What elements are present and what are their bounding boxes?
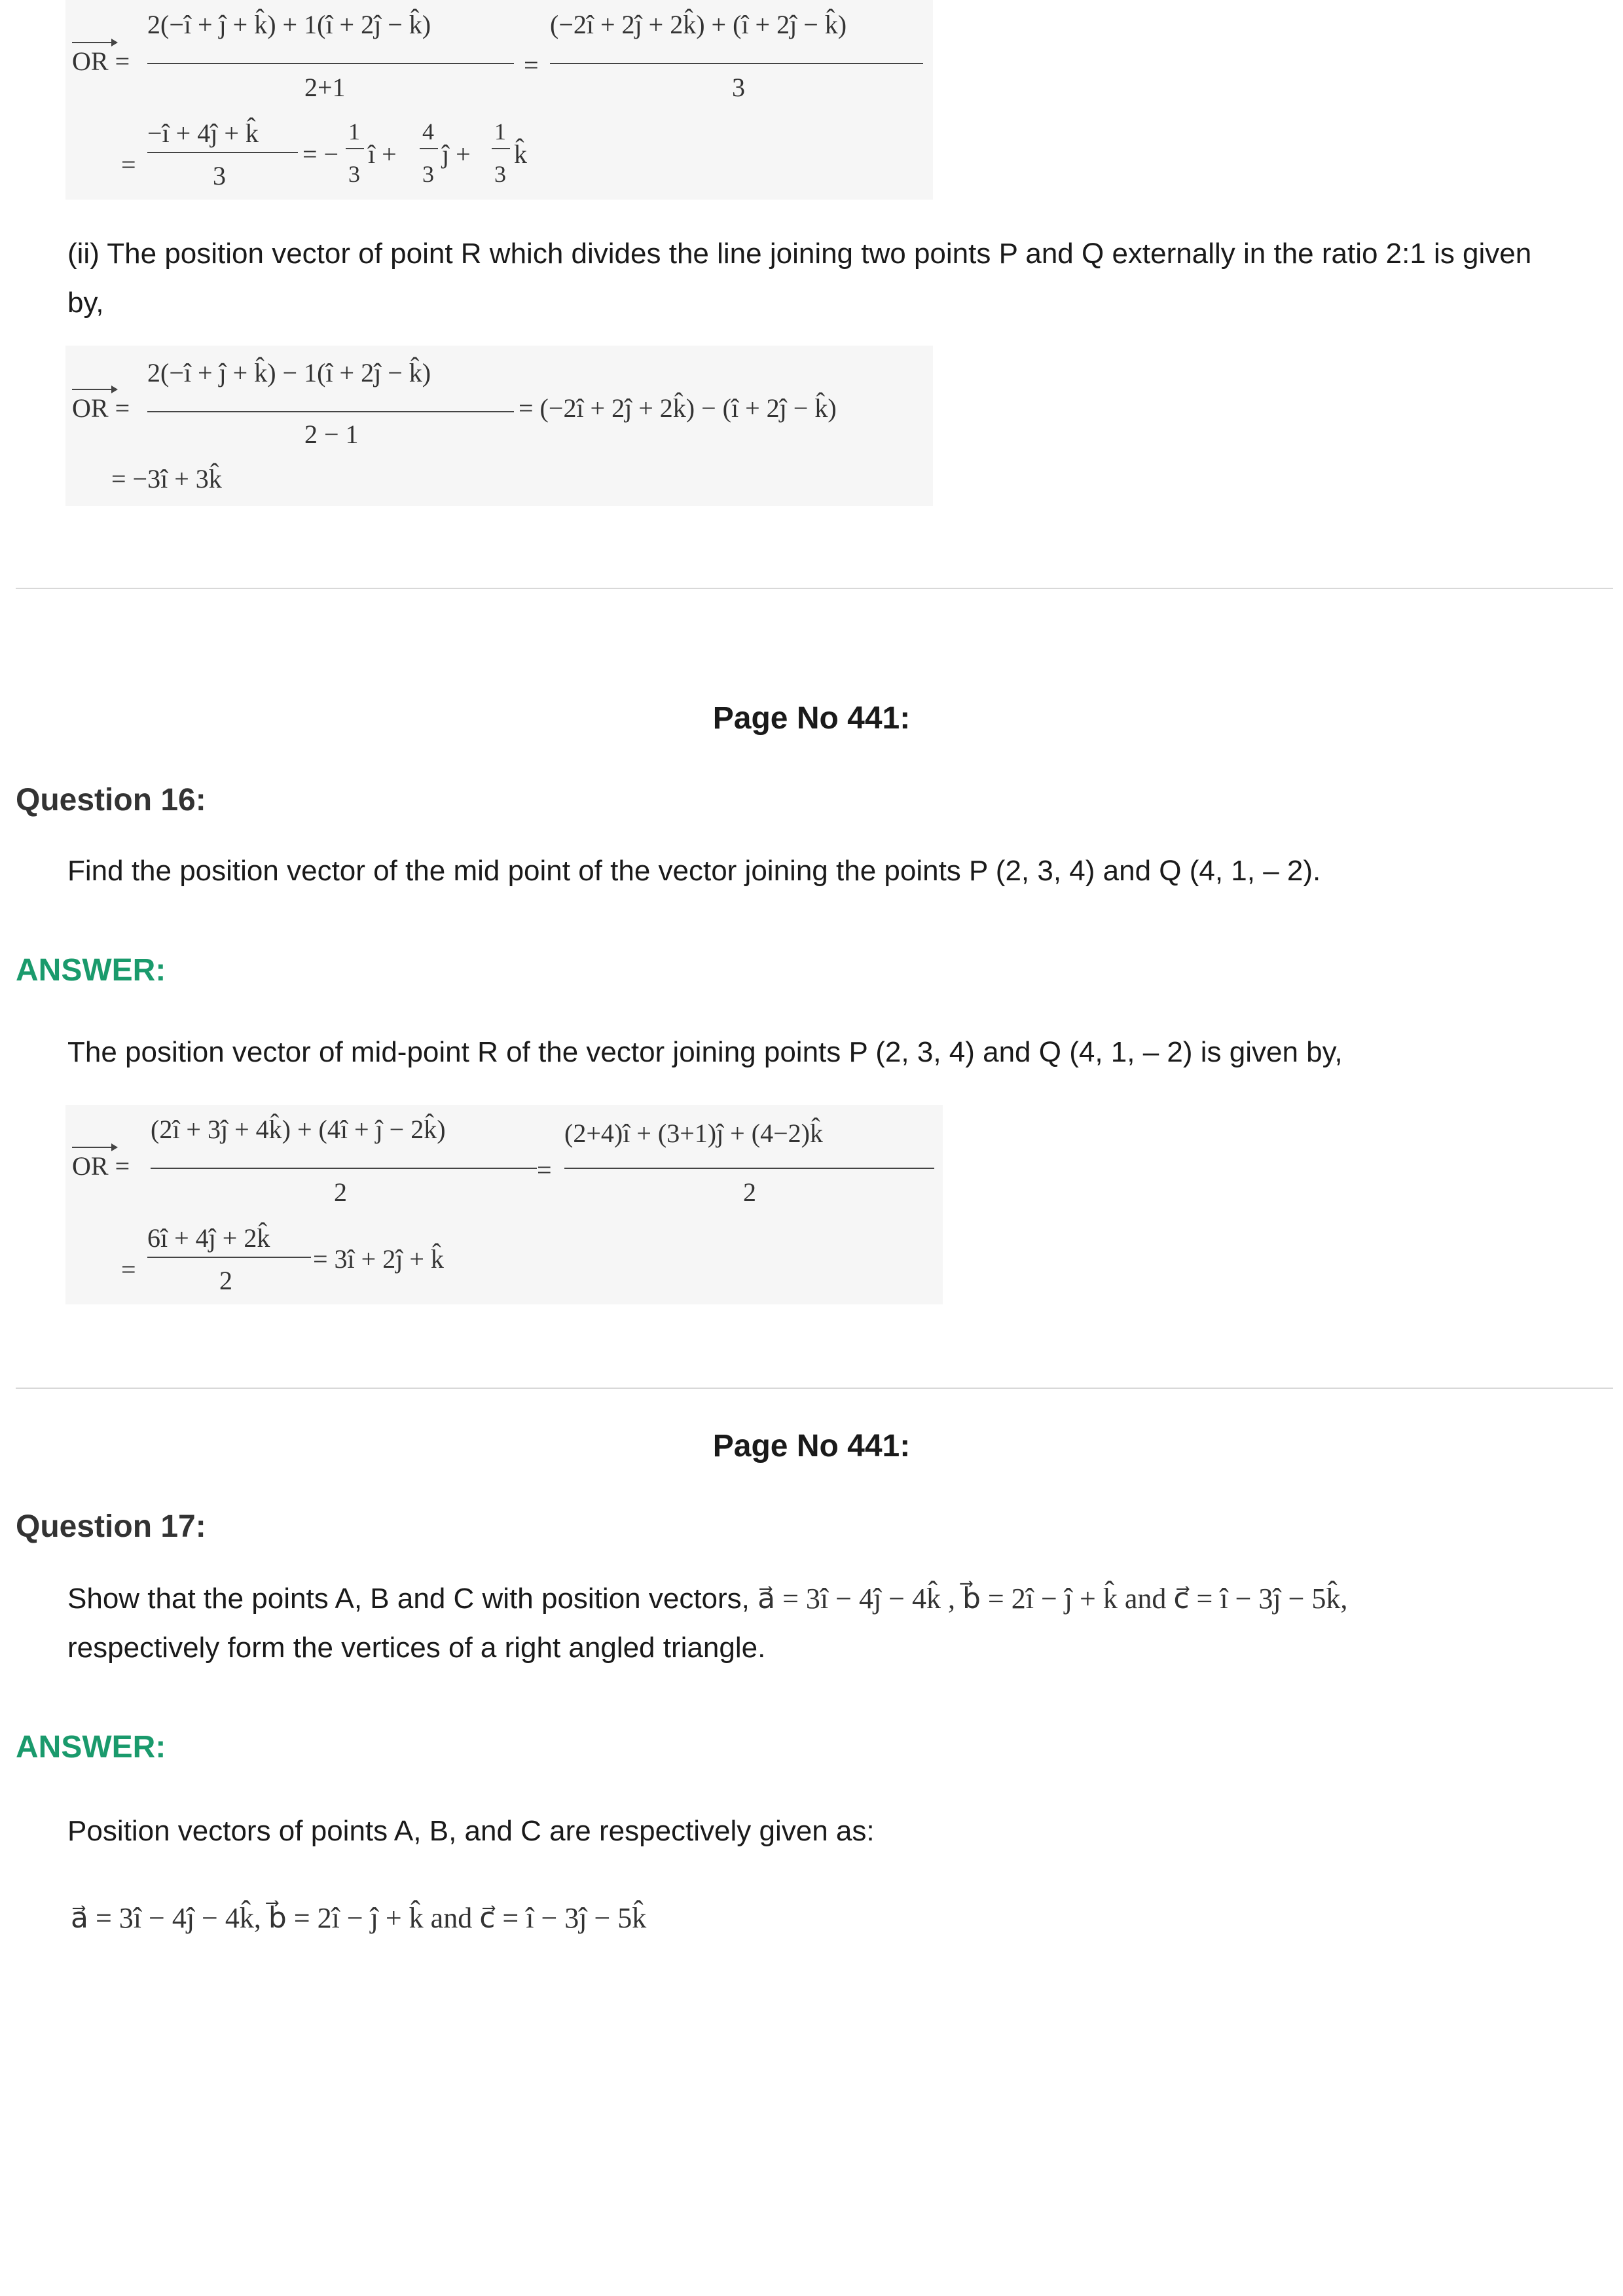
- fraction-numerator: (2+4)î + (3+1)ĵ + (4−2)k̂: [564, 1119, 823, 1148]
- lhs-or: OR =: [72, 1151, 130, 1181]
- fraction-numerator: 2(−î + ĵ + k̂) − 1(î + 2ĵ − k̂): [147, 358, 431, 387]
- vector-arrow: [72, 42, 117, 43]
- divider: [16, 588, 1613, 589]
- fraction-denominator: 3: [732, 73, 745, 102]
- fraction-denominator: 3: [213, 161, 226, 190]
- coef-numerator: 1: [348, 118, 360, 145]
- answer-text: The position vector of mid-point R of the vector joining points P (2, 3, 4) and Q (4, 1, – 2) is given by,: [67, 1036, 1343, 1068]
- fraction-denominator: 2+1: [304, 73, 346, 102]
- equals-sign: =: [121, 150, 136, 179]
- fraction-numerator: (−2î + 2ĵ + 2k̂) + (î + 2ĵ − k̂): [550, 10, 847, 39]
- equals-sign: =: [524, 50, 539, 80]
- coef-denominator: 3: [422, 161, 434, 187]
- fraction-numerator: 6î + 4ĵ + 2k̂: [147, 1223, 270, 1253]
- lhs-or: OR =: [72, 46, 130, 76]
- math-figure-midpoint: [65, 1105, 943, 1304]
- fraction-numerator: (2î + 3ĵ + 4k̂) + (4î + ĵ − 2k̂): [151, 1115, 446, 1144]
- answer-heading: ANSWER:: [16, 953, 166, 988]
- rhs-expression: = (−2î + 2ĵ + 2k̂) − (î + 2ĵ − k̂): [519, 393, 837, 423]
- divider: [16, 1388, 1613, 1389]
- coef-numerator: 1: [494, 118, 506, 145]
- question-text-continued: respectively form the vertices of a right angled triangle.: [67, 1632, 766, 1664]
- position-vectors-inline: a⃗ = 3î − 4ĵ − 4k̂ , b⃗ = 2î − ĵ + k̂ and c⃗ = î − 3ĵ − 5k̂,: [757, 1583, 1348, 1615]
- unit-i-term: î +: [368, 139, 397, 169]
- fraction-denominator: 2: [743, 1177, 756, 1207]
- unit-j-term: ĵ +: [442, 139, 471, 169]
- equals-minus: = −: [302, 139, 339, 169]
- question-heading: Question 16:: [16, 783, 206, 817]
- page-number: Page No 441:: [712, 1429, 911, 1463]
- question-text: [67, 1574, 1573, 1623]
- answer-text: Position vectors of points A, B, and C are respectively given as:: [67, 1815, 875, 1847]
- fraction-numerator: 2(−î + ĵ + k̂) + 1(î + 2ĵ − k̂): [147, 10, 431, 39]
- result-line: = −3î + 3k̂: [111, 464, 222, 493]
- question-text: Find the position vector of the mid point of the vector joining the points P (2, 3, 4) and Q (4, 1, – 2).: [67, 855, 1321, 887]
- question-text-lead: Show that the points A, B and C with position vectors,: [67, 1583, 750, 1615]
- vector-arrow: [72, 389, 117, 390]
- math-figure-section-formula-internal: [65, 0, 933, 200]
- answer-heading: ANSWER:: [16, 1730, 166, 1765]
- coef-numerator: 4: [422, 118, 434, 145]
- fraction-numerator: −î + 4ĵ + k̂: [147, 118, 259, 148]
- fraction-denominator: 2: [219, 1266, 232, 1295]
- equals-sign: =: [537, 1155, 552, 1185]
- question-heading: Question 17:: [16, 1509, 206, 1544]
- result-expression: = 3î + 2ĵ + k̂: [313, 1244, 444, 1274]
- fraction-denominator: 2: [334, 1177, 347, 1207]
- coef-denominator: 3: [348, 161, 360, 187]
- position-vectors-display: a⃗ = 3î − 4ĵ − 4k̂, b⃗ = 2î − ĵ + k̂ and c⃗ = î − 3ĵ − 5k̂: [71, 1902, 647, 1934]
- equals-sign: =: [121, 1255, 136, 1284]
- unit-k-term: k̂: [514, 139, 527, 169]
- math-figure-section-formula-external: [65, 346, 933, 506]
- fraction-denominator: 2 − 1: [304, 420, 359, 449]
- lhs-or: OR =: [72, 393, 130, 423]
- vector-arrow: [72, 1147, 117, 1148]
- part-ii-text: (ii) The position vector of point R which divides the line joining two points P and Q externally in the ratio 2:1 is given by,: [67, 238, 1532, 319]
- coef-denominator: 3: [494, 161, 506, 187]
- page-number: Page No 441:: [712, 701, 911, 736]
